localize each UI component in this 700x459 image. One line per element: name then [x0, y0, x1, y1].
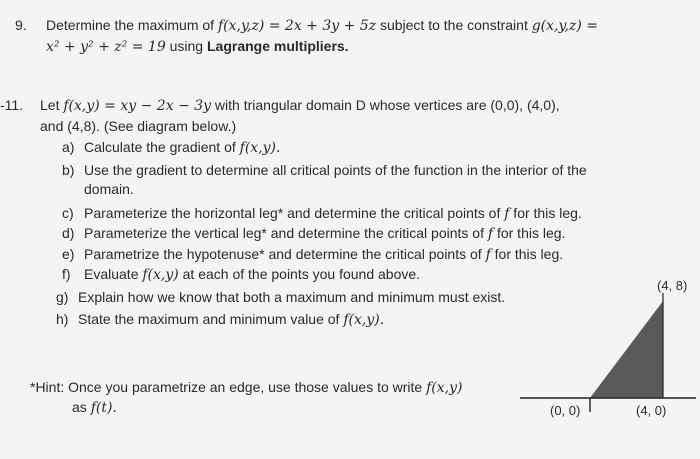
part-text: Use the gradient to determine all critical points of the function in the interior of the: [84, 162, 587, 178]
vertex-label-origin: (0, 0): [550, 403, 581, 418]
hint-line2-pre: as: [72, 399, 91, 415]
part-text: Parameterize the vertical leg* and determine the critical points of f for this leg.: [84, 225, 566, 242]
q11-intro-post: with triangular domain D whose vertices are (0,0), (4,0),: [211, 97, 560, 113]
q11-f-expression: f(x,y) = xy − 2x − 3y: [63, 98, 212, 114]
hint-ft-expression: f(t).: [90, 400, 117, 416]
part-text-continued: domain.: [84, 181, 134, 197]
q9-constraint-expression: x² + y² + z² = 19: [46, 39, 166, 55]
part-letter: h): [56, 311, 69, 327]
triangle-region: [590, 301, 663, 398]
part-text: Explain how we know that both a maximum and minimum must exist.: [78, 289, 506, 305]
part-text: Evaluate f(x,y) at each of the points you found above.: [84, 266, 421, 283]
part-text: Parameterize the horizontal leg* and determine the critical points of f for this leg.: [84, 205, 582, 222]
part-letter: d): [62, 225, 75, 241]
part-letter: g): [56, 289, 69, 305]
q9-line1-pre: Determine the maximum of: [46, 17, 218, 33]
part-text: Parametrize the hypotenuse* and determine the critical points of f for this leg.: [84, 246, 564, 263]
q9-g-expression: g(x,y,z) =: [531, 18, 599, 34]
part-text: State the maximum and minimum value of f(x,y).: [78, 311, 385, 328]
q9-f-expression: f(x,y,z) = 2x + 3y + 5z: [217, 18, 377, 34]
q11-number: -11.: [0, 97, 24, 113]
vertex-label-right: (4, 0): [636, 403, 667, 418]
part-letter: c): [62, 205, 74, 221]
q11-intro-line2: and (4,8). (See diagram below.): [40, 118, 237, 134]
part-letter: b): [62, 162, 75, 178]
part-text: Calculate the gradient of f(x,y).: [84, 139, 281, 156]
q9-line2-pre: using: [165, 38, 207, 54]
q11-intro-pre: Let: [40, 97, 64, 113]
q9-number: 9.: [15, 17, 27, 33]
vertex-label-top: (4, 8): [657, 278, 688, 293]
q9-line1-mid: subject to the constraint: [376, 17, 532, 33]
hint-f-expression: f(x,y): [426, 380, 463, 396]
part-letter: f): [62, 266, 71, 282]
hint-pre: *Hint: Once you parametrize an edge, use those values to write: [30, 379, 427, 395]
part-letter: a): [62, 139, 75, 155]
part-letter: e): [62, 246, 75, 262]
q9-method: Lagrange multipliers.: [206, 38, 349, 54]
